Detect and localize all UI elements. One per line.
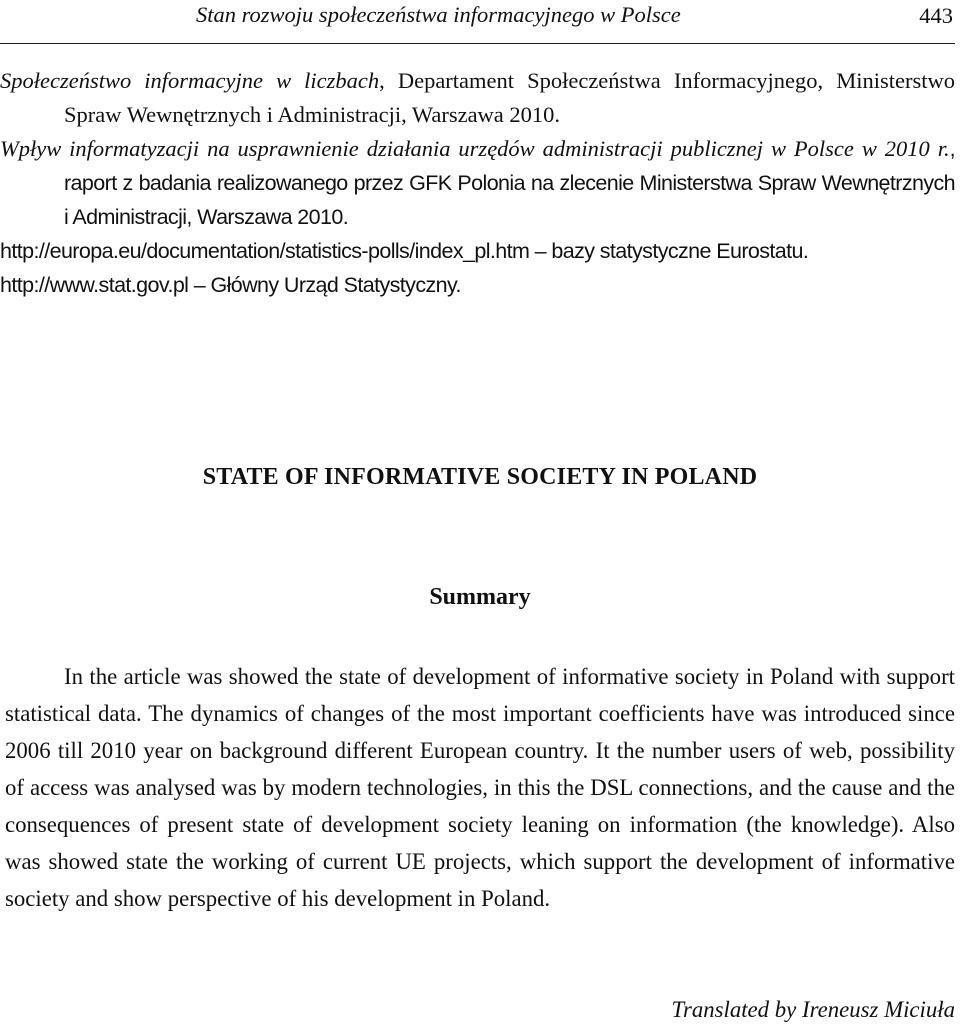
reference-item [0,234,955,268]
summary-text: In the article was showed the state of development of informative society in Poland with support statistical data. The dynamics of changes of the most important coefficients have was introduced since 2006 till 2010 year on background different European country. It the number users of web, possibility of access was analysed was by modern technologies, in this the DSL connections, and the cause and the consequences of present state of development society leaning on information (the knowledge). Also was showed state the working of current UE projects, which support the development of informative society and show perspective of his development in Poland. [5,664,955,911]
reference-item [0,132,955,234]
reference-list [0,64,955,302]
article-title: STATE OF INFORMATIVE SOCIETY IN POLAND [202,464,758,490]
header-title: Stan rozwoju społeczeństwa informacyjnego w Polsce [196,2,681,27]
reference-details: , Departament Społeczeństwa Informacyjnego, Ministerstwo Spraw Wewnętrznych i Administracji, Warszawa 2010. [64,68,955,127]
reference-title: Społeczeństwo informacyjne w liczbach [0,68,380,93]
reference-item [0,64,955,132]
reference-link: http://europa.eu/documentation/statistics-polls/index_pl.htm – bazy statystyczne Eurostatu. [0,239,809,263]
reference-title: Wpływ informatyzacji na usprawnienie działania urzędów administracji publicznej w Polsce w 2010 r. [0,136,950,161]
reference-details: , raport z badania realizowanego przez GFK Polonia na zlecenie Ministerstwa Spraw Wewnętrznych i Administracji, Warszawa 2010. [64,137,955,229]
translator-credit: Translated by Ireneusz Miciuła [671,997,955,1022]
page-number: 443 [919,3,953,28]
reference-item [0,268,955,302]
running-header [0,0,955,44]
reference-link: http://www.stat.gov.pl – Główny Urząd Statystyczny. [0,273,461,297]
summary-heading: Summary [429,584,531,610]
